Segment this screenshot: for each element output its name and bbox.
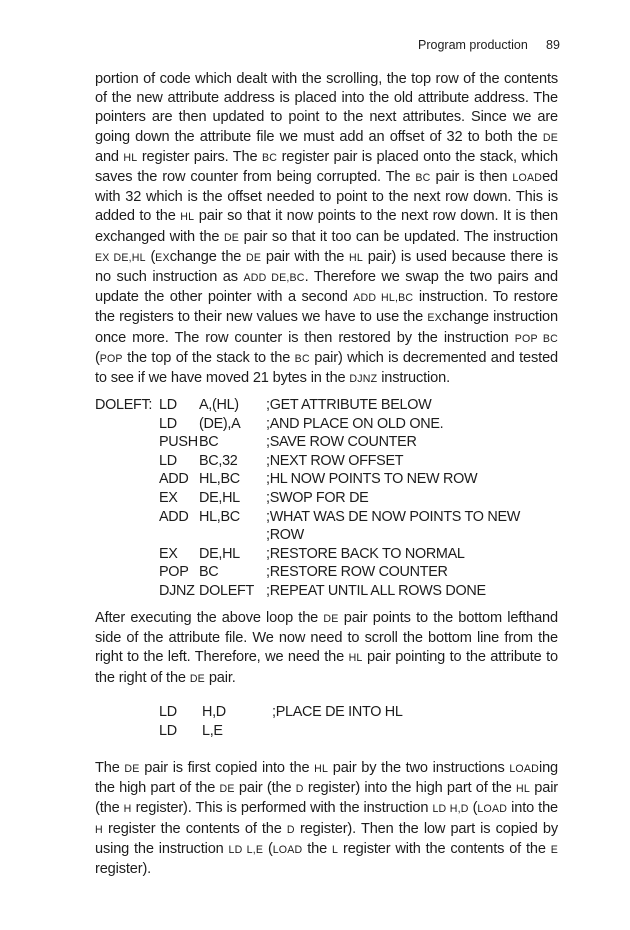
text-run: ( [263, 840, 273, 857]
text-run: into the [507, 800, 559, 817]
text-run: register). [95, 861, 152, 878]
text-run: ( [145, 248, 156, 265]
code-line [95, 582, 565, 601]
code-comment: ;RESTORE BACK TO NORMAL [266, 545, 465, 562]
code-comment: ;SWOP FOR DE [266, 489, 369, 506]
text-run: change instruction once more. The row counter is then restored by the instruction [95, 309, 558, 346]
code-operand: DOLEFT [199, 582, 254, 599]
register-name: D [286, 823, 295, 836]
code-operand: DE,HL [199, 489, 240, 506]
text-run: The [95, 760, 125, 776]
text-run: register the contents of the [102, 820, 287, 837]
code-line [95, 415, 565, 434]
text-run: pair (the [234, 780, 296, 797]
register-name: DE [124, 763, 140, 775]
paragraph-1 [95, 70, 558, 389]
register-name: POP BC [514, 332, 558, 345]
register-name: DE [223, 231, 240, 244]
code-operand: (DE),A [199, 415, 241, 432]
code-comment: ;WHAT WAS DE NOW POINTS TO NEW [266, 508, 521, 525]
text-run: pair with the [261, 248, 350, 265]
register-name: LD L,E [228, 843, 264, 856]
text-run: register pair is placed onto the stack, which saves the row counter from being corrupted. The [95, 148, 558, 186]
code-opcode: LD [159, 397, 177, 413]
register-name: H [95, 823, 103, 836]
register-name: HL [314, 763, 329, 775]
code-opcode: ADD [159, 508, 189, 525]
code-opcode: POP [159, 564, 189, 581]
code-comment: ;AND PLACE ON OLD ONE. [266, 415, 444, 432]
code-operand: HL,BC [199, 508, 240, 525]
code-opcode: LD [159, 452, 177, 469]
code-comment: ;PLACE DE INTO HL [272, 704, 403, 720]
text-run: pair (the [95, 780, 558, 817]
code-opcode: DJNZ [159, 582, 195, 599]
code-comment: ;RESTORE ROW COUNTER [266, 564, 448, 581]
register-name: EX [427, 312, 442, 325]
code-opcode: ADD [159, 471, 189, 488]
register-name: H [123, 803, 132, 816]
code-opcode: PUSH [159, 434, 198, 451]
code-line [95, 470, 565, 489]
register-name: HL [349, 251, 363, 264]
register-name: BC [261, 151, 278, 164]
register-name: DE [219, 783, 235, 796]
text-run: register pairs. The [137, 148, 262, 165]
code-comment: ;REPEAT UNTIL ALL ROWS DONE [266, 582, 486, 599]
code-opcode: LD [159, 704, 177, 720]
text-run: pair is first copied into the [139, 760, 315, 776]
text-run: pair is then [430, 169, 513, 186]
code-line [95, 563, 565, 582]
register-name: DE [323, 613, 339, 625]
register-name: D [295, 783, 304, 796]
code-listing-doleft [95, 396, 565, 601]
register-name: DE [189, 672, 205, 685]
register-name: BC [415, 172, 431, 185]
text-run: ( [95, 349, 100, 366]
code-operand: DE,HL [199, 545, 240, 562]
text-run: portion of code which dealt with the scrolling, the top row of the contents of the new attribute address is placed into the old attribute address. The pointers are then updated to point to the next attributes. Since we are going down the attribute file we must add an offset of 32 to both the [95, 71, 558, 145]
register-name: HL [348, 652, 363, 665]
text-run: pair pointing to the attribute to the right of the [95, 649, 558, 686]
text-run: pair) is used because there is no such instruction as [95, 248, 558, 286]
code-opcode: LD [159, 415, 177, 432]
register-name: LOAD [272, 843, 303, 856]
code-listing-place-de [95, 703, 565, 740]
code-opcode: EX [159, 545, 178, 562]
code-operand: L,E [202, 722, 223, 739]
code-comment: ;ROW [266, 527, 304, 544]
code-operand: BC [199, 434, 219, 451]
code-line [95, 508, 565, 527]
register-name: ADD DE,BC [243, 272, 305, 285]
text-run: instruction. To restore the registers to their new values we have to use the [95, 289, 558, 326]
code-operand: A,(HL) [199, 397, 239, 413]
code-operand: HL,BC [199, 471, 240, 488]
text-run: pair so that it too can be updated. The instruction [239, 228, 558, 245]
text-run: register with the contents of the [338, 840, 551, 857]
text-run: ed with 32 which is the offset needed to point to the next row down. This is added to the [95, 169, 558, 225]
code-line [95, 703, 565, 722]
text-run: After executing the above loop the [95, 610, 324, 626]
text-run: register) into the high part of the [303, 780, 517, 797]
code-operand: BC [199, 564, 219, 581]
code-operand: H,D [202, 704, 226, 720]
code-label: DOLEFT: [95, 397, 153, 413]
register-name: L [332, 843, 339, 856]
code-operand: BC,32 [199, 452, 238, 469]
text-run: instruction. [377, 370, 450, 387]
register-name: BC [294, 352, 310, 365]
running-header [0, 38, 630, 56]
text-run: pair by the two instructions [328, 760, 510, 776]
code-comment: ;NEXT ROW OFFSET [266, 452, 404, 469]
register-name: LOAD [509, 763, 539, 775]
code-line [95, 489, 565, 508]
text-run: pair) which is decremented and tested to see if we have moved 21 bytes in the [95, 349, 558, 387]
code-line [95, 396, 565, 415]
text-run: pair. [204, 669, 236, 686]
code-line [95, 545, 565, 564]
code-line [95, 526, 565, 545]
register-name: HL [180, 211, 195, 224]
register-name: DE [542, 131, 558, 144]
code-comment: ;GET ATTRIBUTE BELOW [266, 397, 432, 413]
code-line [95, 452, 565, 471]
paragraph-3 [95, 759, 558, 879]
register-name: DJNZ [349, 373, 378, 386]
register-name: LOAD [477, 803, 508, 816]
text-run: change the [169, 248, 247, 265]
text-run: pair points to the bottom lefthand side of the attribute file. We now need to scroll the bottom line from the right to the left. Therefore, we need the [95, 610, 558, 666]
text-run: register). Then the low part is copied by using the instruction [95, 820, 558, 857]
text-run: register). This is performed with the instruction [131, 800, 433, 817]
register-name: EX DE,HL [95, 251, 146, 264]
register-name: HL [123, 151, 138, 164]
page-number: 89 [546, 38, 560, 52]
code-opcode: LD [159, 722, 177, 739]
text-run: and [95, 148, 124, 165]
text-run: . Therefore we swap the two pairs and update the other pointer with a second [95, 269, 558, 306]
text-run: the top of the stack to the [122, 349, 295, 366]
running-header-title: Program production [418, 38, 528, 52]
code-line [95, 433, 565, 452]
register-name: DE [246, 251, 262, 264]
register-name: E [550, 843, 558, 856]
text-run: ing the high part of the [95, 760, 559, 797]
code-comment: ;HL NOW POINTS TO NEW ROW [266, 471, 478, 488]
text-run: the [302, 840, 333, 857]
register-name: POP [99, 352, 123, 365]
register-name: ADD HL,BC [353, 292, 414, 305]
register-name: LOAD [512, 172, 543, 185]
code-line [95, 722, 565, 741]
code-opcode: EX [159, 489, 178, 506]
text-run: pair so that it now points to the next row down. It is then exchanged with the [95, 208, 558, 245]
register-name: EX [155, 251, 170, 264]
text-run: ( [468, 800, 478, 817]
paragraph-2 [95, 609, 558, 689]
code-comment: ;SAVE ROW COUNTER [266, 434, 417, 451]
register-name: LD H,D [432, 803, 469, 816]
register-name: HL [516, 783, 530, 796]
